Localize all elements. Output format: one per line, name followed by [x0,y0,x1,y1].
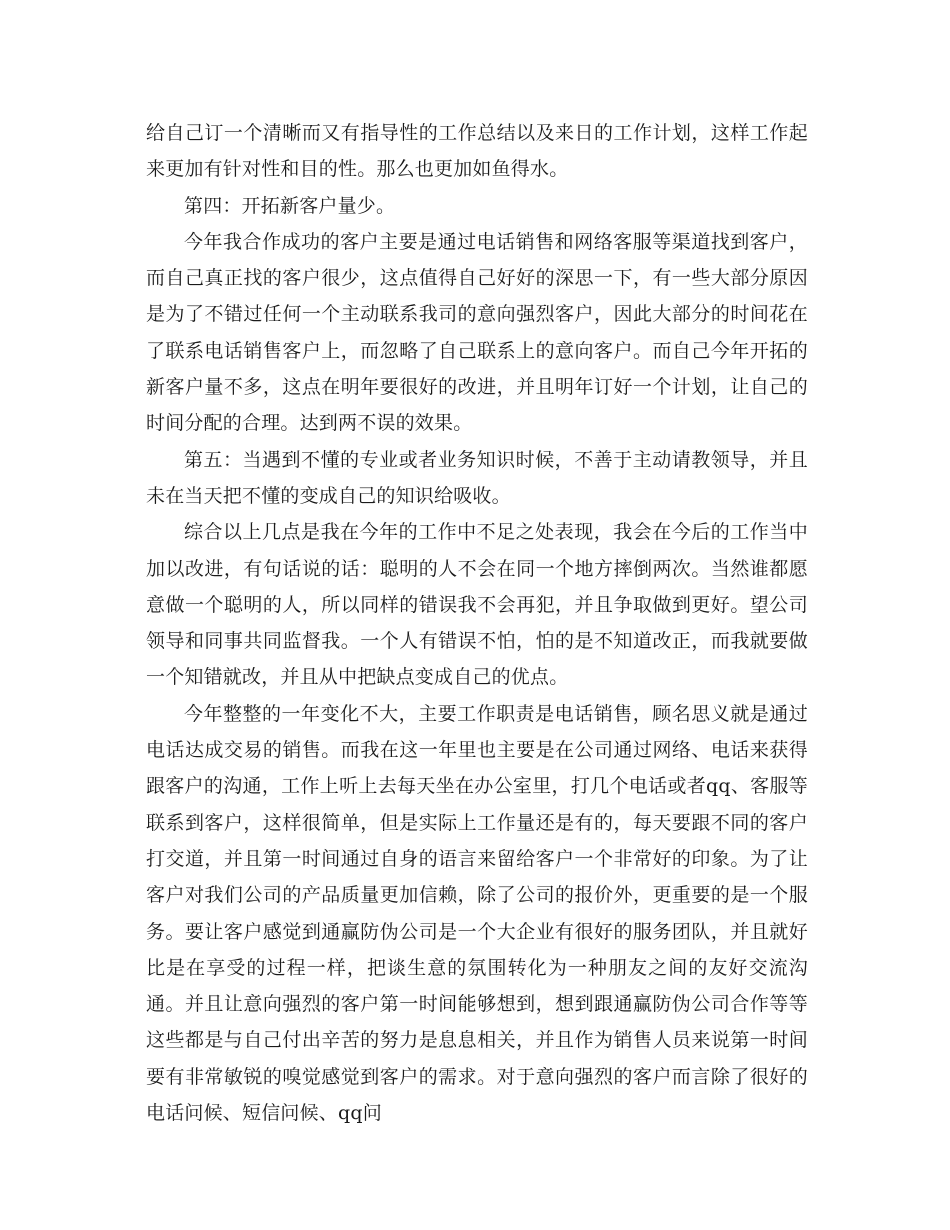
document-body [146,115,808,1131]
paragraph-year-review: 今年整整的一年变化不大，主要工作职责是电话销售，顾名思义就是通过电话达成交易的销售。而我在这一年里也主要是在公司通过网络、电话来获得跟客户的沟通，工作上听上去每天坐在办公室里，打几个电话或者qq、客服等联系到客户，这样很简单，但是实际上工作量还是有的，每天要跟不同的客户打交道，并且第一时间通过自身的语言来留给客户一个非常好的印象。为了让客户对我们公司的产品质量更加信赖，除了公司的报价外，更重要的是一个服务。要让客户感觉到通赢防伪公司是一个大企业有很好的服务团队，并且就好比是在享受的过程一样，把谈生意的氛围转化为一种朋友之间的友好交流沟通。并且让意向强烈的客户第一时间能够想到，想到跟通赢防伪公司合作等等这些都是与自己付出辛苦的努力是息息相关，并且作为销售人员来说第一时间要有非常敏锐的嗅觉感觉到客户的需求。对于意向强烈的客户而言除了很好的电话问候、短信问候、qq问 [146,702,808,1125]
paragraph-continuation: 给自己订一个清晰而又有指导性的工作总结以及来日的工作计划，这样工作起来更加有针对性和目的性。那么也更加如鱼得水。 [146,122,808,181]
paragraph-point-five: 第五：当遇到不懂的专业或者业务知识时候，不善于主动请教领导，并且未在当天把不懂的变成自己的知识给吸收。 [146,448,808,507]
paragraph-new-clients: 今年我合作成功的客户主要是通过电话销售和网络客服等渠道找到客户，而自己真正找的客户很少，这点值得自己好好的深思一下，有一些大部分原因是为了不错过任何一个主动联系我司的意向强烈客户，因此大部分的时间花在了联系电话销售客户上，而忽略了自己联系上的意向客户。而自己今年开拓的新客户量不多，这点在明年要很好的改进，并且明年订好一个计划，让自己的时间分配的合理。达到两不误的效果。 [146,230,808,435]
paragraph-point-four-heading: 第四：开拓新客户量少。 [184,194,396,217]
paragraph-summary: 综合以上几点是我在今年的工作中不足之处表现，我会在今后的工作当中加以改进，有句话说的话：聪明的人不会在同一个地方摔倒两次。当然谁都愿意做一个聪明的人，所以同样的错误我不会再犯，并且争取做到更好。望公司领导和同事共同监督我。一个人有错误不怕，怕的是不知道改正，而我就要做一个知错就改，并且从中把缺点变成自己的优点。 [146,521,808,689]
